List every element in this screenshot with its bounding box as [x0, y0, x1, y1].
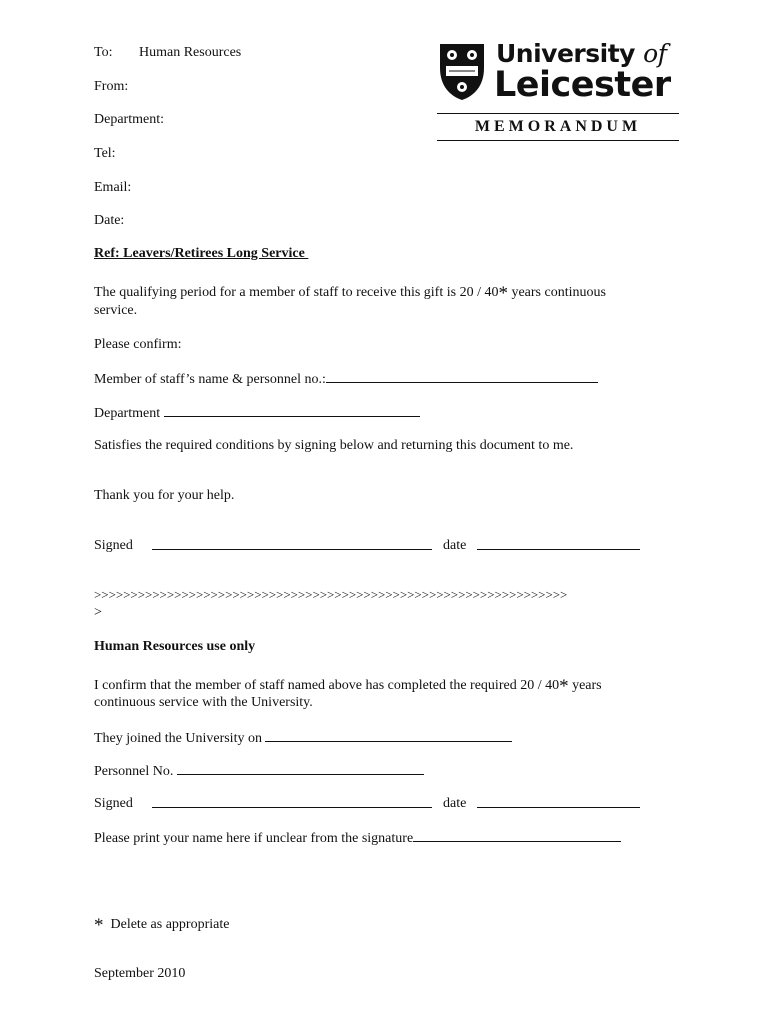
date-label: Date:	[94, 213, 125, 228]
to-label: To:	[94, 45, 113, 60]
satisfies-text: Satisfies the required conditions by signing below and returning this document to me.	[94, 438, 574, 453]
asterisk: *	[498, 283, 508, 304]
from-label: From:	[94, 79, 129, 94]
logo-word-university: University	[496, 39, 635, 68]
ref-heading: Ref: Leavers/Retirees Long Service	[94, 246, 309, 261]
hr-signed-label: Signed	[94, 796, 133, 811]
personnel-label: Personnel No.	[94, 764, 174, 779]
asterisk: *	[94, 915, 104, 936]
date-blank[interactable]	[477, 537, 640, 550]
member-name-blank[interactable]	[326, 370, 598, 383]
hr-confirm-line-1	[94, 676, 602, 697]
member-name-field	[94, 370, 598, 388]
hr-confirm-line-2: continuous service with the University.	[94, 695, 313, 710]
university-shield-icon	[438, 42, 486, 102]
department-label: Department:	[94, 112, 164, 127]
print-name-blank[interactable]	[413, 829, 621, 842]
logo-leicester-text: Leicester	[494, 65, 671, 105]
hr-date-blank[interactable]	[477, 795, 640, 808]
print-name-label: Please print your name here if unclear from the signature	[94, 831, 414, 846]
hr-use-heading: Human Resources use only	[94, 639, 256, 654]
memorandum-title: MEMORANDUM	[474, 118, 642, 135]
footnote	[94, 915, 230, 936]
please-confirm: Please confirm:	[94, 337, 182, 352]
joined-label: They joined the University on	[94, 731, 262, 746]
signature-blank[interactable]	[152, 537, 432, 550]
tel-label: Tel:	[94, 146, 116, 161]
to-value: Human Resources	[139, 45, 242, 60]
memo-top-rule	[437, 113, 679, 114]
separator-line-1: >>>>>>>>>>>>>>>>>>>>>>>>>>>>>>>>>>>>>>>>>>>>>>>>>>>>>>>>>>>>>>>>>	[94, 587, 568, 602]
personnel-blank[interactable]	[177, 762, 424, 775]
joined-date-blank[interactable]	[265, 729, 512, 742]
logo-word-of: of	[643, 39, 667, 68]
hr-confirm-text: I confirm that the member of staff named above has completed the required 20 / 40	[94, 678, 560, 693]
print-name-field	[94, 829, 621, 847]
qualifying-line-1	[94, 283, 606, 304]
memo-bottom-rule	[437, 140, 679, 141]
university-logo	[438, 40, 680, 104]
asterisk: *	[559, 676, 569, 697]
member-name-label: Member of staff’s name & personnel no.:	[94, 372, 326, 387]
hr-date-label: date	[443, 796, 467, 811]
thank-you-text: Thank you for your help.	[94, 488, 235, 503]
footnote-text: Delete as appropriate	[110, 917, 230, 932]
logo-university-text	[496, 40, 666, 68]
department-blank[interactable]	[164, 404, 420, 417]
personnel-field	[94, 762, 424, 780]
to-line	[94, 45, 241, 61]
hr-signature-blank[interactable]	[152, 795, 432, 808]
department-field	[94, 404, 420, 422]
department-field-label: Department	[94, 406, 161, 421]
signed-label: Signed	[94, 538, 133, 553]
hr-confirm-text-after: years	[568, 678, 602, 693]
date-field-label: date	[443, 538, 467, 553]
joined-field	[94, 729, 512, 747]
email-label: Email:	[94, 180, 132, 195]
footer-date: September 2010	[94, 966, 186, 981]
qualifying-text: The qualifying period for a member of staff to receive this gift is 20 / 40	[94, 285, 499, 300]
qualifying-line-2: service.	[94, 303, 138, 318]
qualifying-text-after: years continuous	[507, 285, 606, 300]
separator-line-2: >	[94, 605, 102, 620]
